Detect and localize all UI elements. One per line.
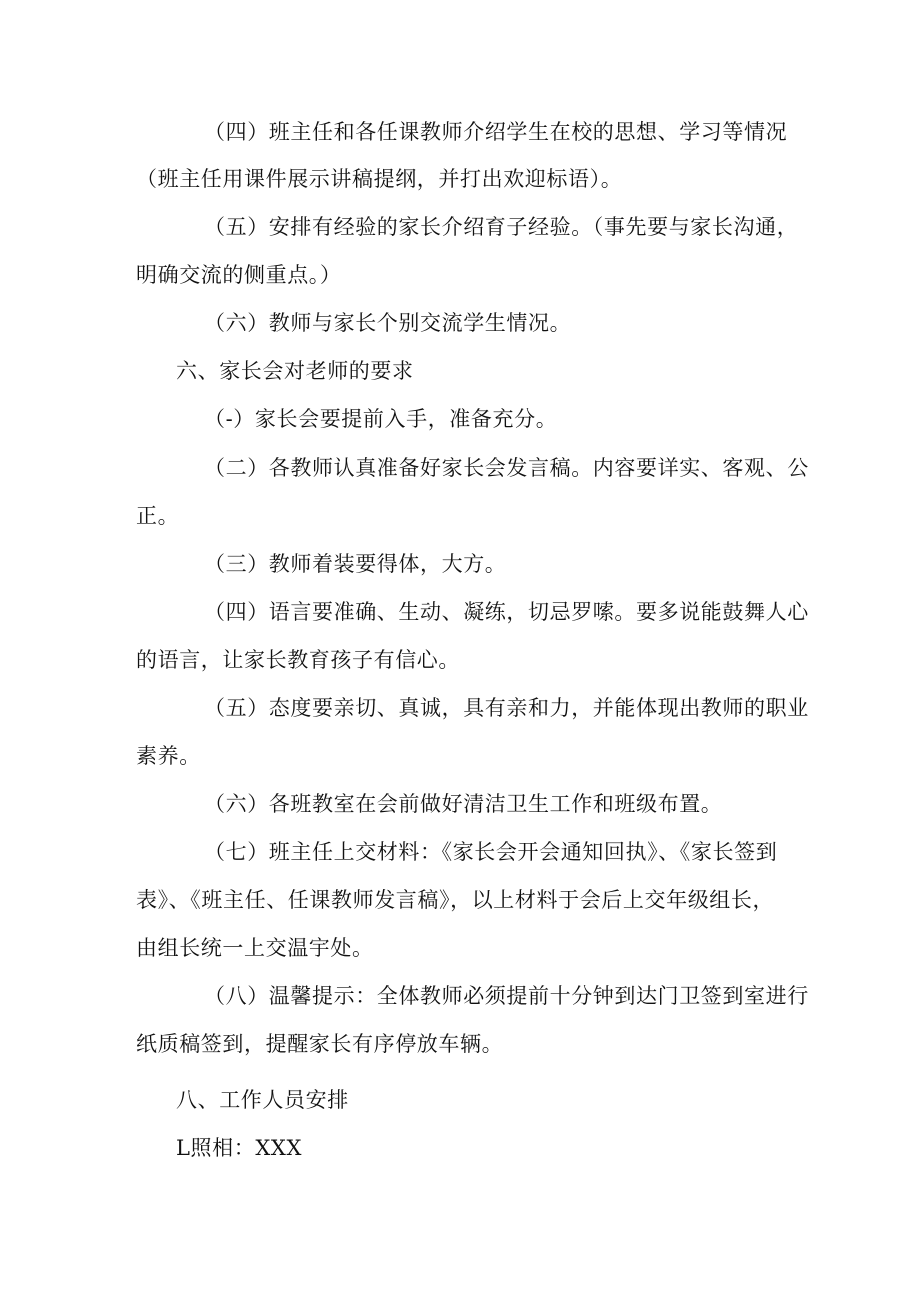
doc-line-req-5-continued: 素养。 [136, 744, 201, 768]
doc-line-item-6-individual-exchange: （六）教师与家长个别交流学生情况。 [204, 311, 572, 335]
doc-line-req-2: （二）各教师认真准备好家长会发言稿。内容要详实、客观、公 [204, 456, 809, 480]
doc-line-req-3: （三）教师着装要得体，大方。 [204, 552, 507, 576]
doc-line-req-8: （八）温馨提示：全体教师必须提前十分钟到达门卫签到室进行 [204, 984, 809, 1008]
doc-line-req-2-continued: 正。 [136, 504, 180, 528]
doc-line-item-5-continued: 明确交流的侧重点。） [136, 263, 342, 287]
section-heading-teacher-requirements: 六、家长会对老师的要求 [176, 359, 414, 383]
doc-line-req-6: （六）各班教室在会前做好清洁卫生工作和班级布置。 [204, 792, 723, 816]
doc-line-req-1: （-）家长会要提前入手，准备充分。 [204, 407, 558, 431]
doc-line-req-4-continued: 的语言，让家长教育孩子有信心。 [136, 648, 460, 672]
doc-line-req-7: （七）班主任上交材料：《家长会开会通知回执》、《家长签到 [204, 840, 778, 864]
doc-line-item-4-teachers-intro: （四）班主任和各任课教师介绍学生在校的思想、学习等情况 [204, 120, 788, 144]
doc-line-staff-photo: L照相：XXX [176, 1136, 302, 1160]
doc-line-req-7-continued-2: 由组长统一上交温宇处。 [136, 936, 374, 960]
doc-line-req-4: （四）语言要准确、生动、凝练，切忌罗嗦。要多说能鼓舞人心 [204, 600, 809, 624]
section-heading-staff-arrangement: 八、工作人员安排 [176, 1088, 349, 1112]
doc-line-req-7-continued: 表》、《班主任、任课教师发言稿》，以上材料于会后上交年级组长， [136, 888, 775, 912]
doc-line-req-5: （五）态度要亲切、真诚，具有亲和力，并能体现出教师的职业 [204, 696, 809, 720]
doc-line-req-8-continued: 纸质稿签到，提醒家长有序停放车辆。 [136, 1032, 504, 1056]
doc-line-item-4-continued: （班主任用课件展示讲稿提纲，并打出欢迎标语）。 [136, 167, 623, 191]
doc-line-item-5-parent-experience: （五）安排有经验的家长介绍育子经验。（事先要与家长沟通， [204, 215, 799, 239]
